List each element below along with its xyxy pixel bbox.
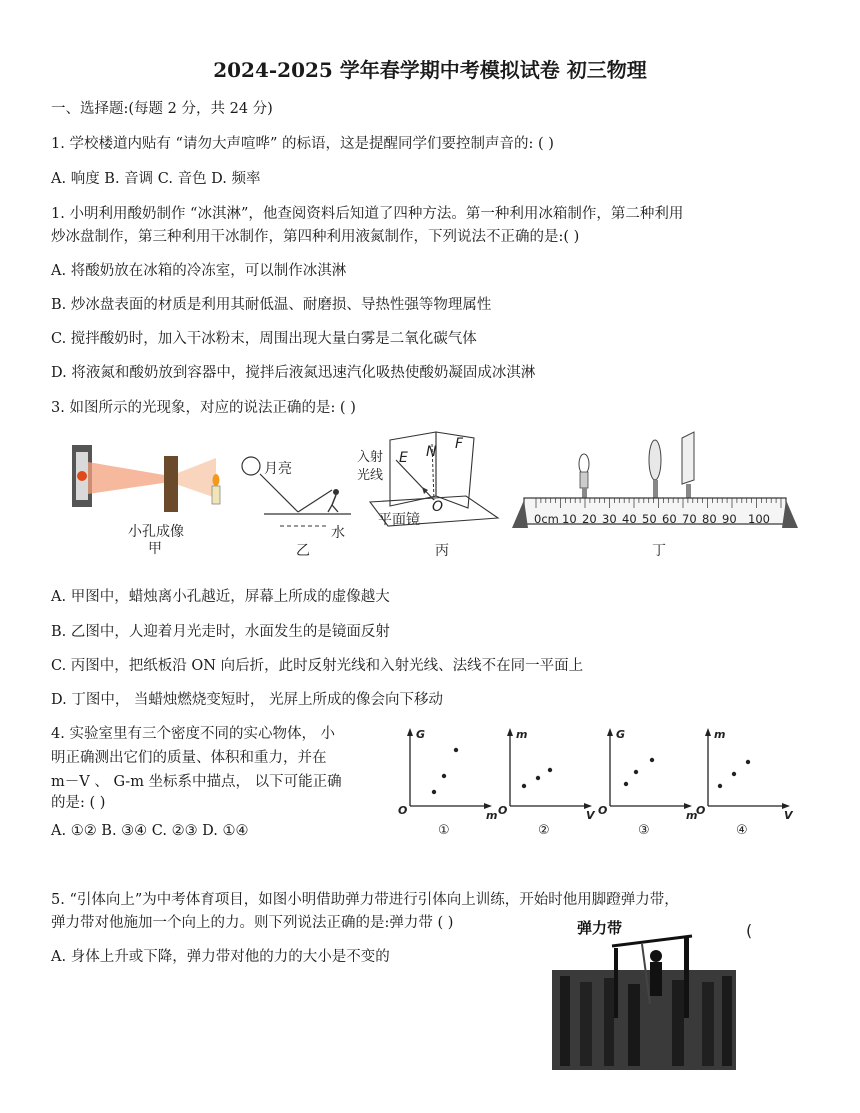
candle-stand (582, 488, 587, 498)
origin-label: O (696, 804, 706, 817)
data-point (536, 776, 540, 780)
data-point (732, 772, 736, 776)
graph-number: ② (538, 823, 550, 838)
data-point (650, 758, 654, 762)
q4-stem-line3: m－V 、 G-m 坐标系中描点， 以下可能正确 (51, 774, 342, 790)
q1-stem: 1. 学校楼道内贴有 “请勿大声喧哗” 的标语，这是提醒同学们要控制声音的: ( ) (51, 136, 554, 152)
graph-number: ① (438, 823, 450, 838)
scale-label: 80 (702, 512, 717, 526)
fig-bing-n: N (426, 444, 437, 460)
q4-stem-line1: 4. 实验室里有三个密度不同的实心物体， 小 (51, 726, 336, 742)
q2-stem-line2: 炒冰盘制作，第三种利用干冰制作，第四种利用液氮制作，下列说法不正确的是:( ) (51, 229, 580, 245)
person-silhouette-3 (604, 978, 614, 1066)
y-axis-arrow (705, 728, 711, 736)
graph-number: ③ (638, 823, 650, 838)
y-axis-label: G (416, 728, 426, 741)
climber-body (650, 962, 662, 996)
q2-option-c: C. 搅拌酸奶时，加入干冰粉末，周围出现大量白雾是二氧化碳气体 (51, 331, 477, 347)
y-axis-label: G (616, 728, 626, 741)
data-point (432, 790, 436, 794)
page-title: 2024-2025 学年春学期中考模拟试卷 初三物理 (213, 58, 647, 82)
q1-options: A. 响度 B. 音调 C. 音色 D. 频率 (51, 171, 261, 187)
scale-label: 20 (582, 512, 597, 526)
incident-ray (260, 474, 298, 512)
fig-jia-label: 甲 (148, 541, 162, 557)
bench-scale (534, 512, 779, 528)
screen-stand (686, 484, 691, 498)
pullup-bar-post-2 (684, 938, 689, 1018)
fig-yi-moon-label: 月亮 (264, 461, 292, 477)
q2-option-b: B. 炒冰盘表面的材质是利用其耐低温、耐磨损、导热性强等物理属性 (51, 297, 492, 313)
candle (580, 472, 588, 488)
q4-graphs-svg (388, 722, 793, 842)
data-point (442, 774, 446, 778)
scale-label: 100 (748, 512, 770, 526)
q3-stem: 3. 如图所示的光现象，对应的说法正确的是: ( ) (51, 400, 356, 416)
q2-option-d: D. 将液氮和酸奶放到容器中，搅拌后液氮迅速汽化吸热使酸奶凝固成冰淇淋 (51, 365, 536, 381)
lens-stand (653, 480, 658, 498)
inverted-image (77, 471, 87, 481)
incident-ray (396, 460, 434, 500)
data-point (548, 768, 552, 772)
x-axis-label: V (586, 809, 595, 822)
person-body (332, 495, 336, 505)
y-axis-label: m (714, 728, 726, 741)
data-point (746, 760, 750, 764)
fig-yi-water-label: 水 (331, 525, 345, 541)
person-silhouette-5 (672, 980, 684, 1066)
fig-bing-o: O (432, 499, 444, 515)
data-point (634, 770, 638, 774)
person-leg (328, 505, 332, 512)
q3-option-b: B. 乙图中，人迎着月光走时，水面发生的是镜面反射 (51, 624, 390, 640)
x-axis-label: V (784, 809, 793, 822)
fig-bing-mirror: 平面镜 (378, 512, 420, 528)
origin-label: O (398, 804, 408, 817)
scale-label: 90 (722, 512, 737, 526)
moon-icon (242, 457, 260, 475)
person-leg2 (332, 505, 338, 512)
fig-jia-caption: 小孔成像 (128, 524, 184, 540)
x-axis-label: m (686, 809, 698, 822)
lens (649, 440, 661, 480)
data-point (624, 782, 628, 786)
reflected-ray (298, 490, 332, 512)
scale-label: 70 (682, 512, 697, 526)
q4-graphs (388, 722, 793, 842)
origin-label: O (498, 804, 508, 817)
q5-stem-line1: 5. “引体向上”为中考体育项目，如图小明借助弹力带进行引体向上训练，开始时他用脚蹬弹力带， (51, 892, 679, 908)
y-axis-arrow (407, 728, 413, 736)
q3-option-c: C. 丙图中，把纸板沿 ON 向后折，此时反射光线和入射光线、法线不在同一平面上 (51, 658, 584, 674)
scale-label: 0cm (534, 512, 559, 526)
fig-ding-label: 丁 (652, 543, 666, 559)
fig-yi-label: 乙 (296, 543, 310, 559)
q4-options: A. ①② B. ③④ C. ②③ D. ①④ (51, 823, 249, 839)
person-head (333, 489, 339, 495)
fig-bing-f: F (455, 436, 464, 452)
data-point (454, 748, 458, 752)
y-axis-arrow (607, 728, 613, 736)
light-cone-left (88, 462, 170, 494)
scale-label: 50 (642, 512, 657, 526)
fig-bing-incident: 入射 (357, 450, 384, 465)
origin-label: O (598, 804, 608, 817)
q5-option-a: A. 身体上升或下降，弹力带对他的力的大小是不变的 (51, 949, 390, 965)
q3-option-a: A. 甲图中，蜡烛离小孔越近，屏幕上所成的虚像越大 (51, 589, 390, 605)
candle-flame (213, 474, 220, 486)
y-axis-label: m (516, 728, 528, 741)
scale-label: 30 (602, 512, 617, 526)
q2-option-a: A. 将酸奶放在冰箱的冷冻室，可以制作冰淇淋 (51, 263, 347, 279)
person-silhouette-6 (702, 982, 714, 1066)
photo-band-label: 弹力带 (577, 919, 623, 937)
candle-body (212, 486, 220, 504)
q4-stem-line4: 的是: ( ) (51, 795, 106, 811)
data-point (718, 784, 722, 788)
climber-head (650, 950, 662, 962)
x-axis-label: m (486, 809, 498, 822)
data-point (522, 784, 526, 788)
person-silhouette (560, 976, 570, 1066)
q4-stem-line2: 明正确测出它们的质量、体积和重力，并在 (51, 750, 327, 766)
q3-option-d: D. 丁图中， 当蜡烛燃烧变短时， 光屏上所成的像会向下移动 (51, 692, 444, 708)
scale-label: 10 (562, 512, 577, 526)
fig-bing-incident2: 光线 (357, 468, 384, 483)
person-silhouette-2 (580, 982, 592, 1066)
fig-bing-e: E (399, 450, 408, 466)
scale-label: 40 (622, 512, 637, 526)
light-screen (682, 432, 694, 484)
pullup-bar-post (614, 948, 618, 1018)
person-silhouette-4 (628, 984, 640, 1066)
scale-label: 60 (662, 512, 677, 526)
fig-bing-label: 丙 (435, 543, 449, 559)
q5-stem-line2: 弹力带对他施加一个向上的力。则下列说法正确的是:弹力带 ( ) (51, 915, 454, 931)
pinhole-board (164, 456, 178, 512)
graph-number: ④ (736, 823, 748, 838)
photo-edge-mark: ( (746, 921, 753, 940)
person-silhouette-7 (722, 976, 732, 1066)
q2-stem-line1: 1. 小明利用酸奶制作 “冰淇淋”，他查阅资料后知道了四种方法。第一种利用冰箱制作，第二种利用 (51, 206, 684, 222)
candle-flame (579, 454, 589, 474)
y-axis-arrow (507, 728, 513, 736)
section-heading: 一、选择题:(每题 2 分，共 24 分) (51, 101, 273, 117)
